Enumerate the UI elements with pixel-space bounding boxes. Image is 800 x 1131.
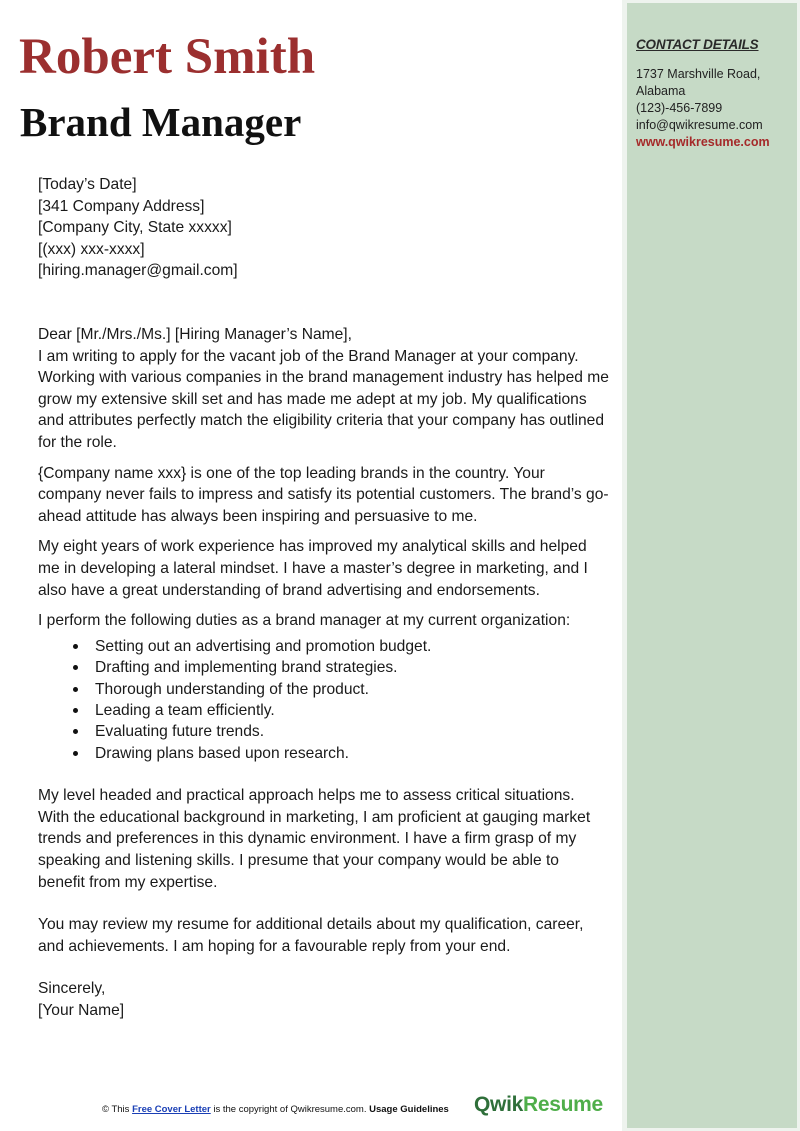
job-title: Brand Manager	[20, 99, 302, 145]
duty-item: Evaluating future trends.	[95, 721, 610, 742]
duty-item: Leading a team efficiently.	[95, 700, 610, 721]
contact-website[interactable]: www.qwikresume.com	[636, 135, 770, 149]
contact-address-line1: 1737 Marshville Road,	[636, 67, 761, 81]
free-cover-letter-link[interactable]: Free Cover Letter	[132, 1104, 211, 1115]
paragraph: My level headed and practical approach helps me to assess critical situations. With the educational background in marketing, I am proficient at gauging market trends and preferences in this dynamic environment. I have a firm grasp of my speaking and listening skills. I presume that your company would be able to benefit from my expertise.	[38, 787, 591, 891]
usage-guidelines-link[interactable]: Usage Guidelines	[369, 1104, 449, 1115]
logo-part-qwik: Qwik	[474, 1093, 523, 1116]
recipient-phone: [(xxx) xxx-xxxx]	[38, 240, 145, 258]
contact-phone: (123)-456-7899	[636, 101, 723, 115]
qwikresume-logo	[474, 1093, 603, 1117]
paragraph: My eight years of work experience has improved my analytical skills and helped me in developing a lateral mindset. I have a master’s degree in marketing, and I also have a great understanding of brand advertising and endorsements.	[38, 538, 588, 599]
duty-item: Setting out an advertising and promotion budget.	[95, 636, 610, 657]
letter-body	[38, 174, 610, 1021]
recipient-block	[38, 196, 610, 282]
contact-sidebar	[627, 3, 797, 1128]
contact-address-line2: Alabama	[636, 84, 686, 98]
recipient-email: [hiring.manager@gmail.com]	[38, 262, 238, 280]
contact-details	[636, 66, 770, 151]
footer-text-middle: is the copyright of Qwikresume.com.	[213, 1104, 367, 1115]
duties-list	[38, 636, 610, 764]
contact-heading: CONTACT DETAILS	[636, 37, 759, 52]
paragraph: I am writing to apply for the vacant job of the Brand Manager at your company. Working with various companies in the brand management industry has helped me grow my extensive skill set and has made me adept at my job. My qualifications and attributes perfectly match the eligibility criteria that your company has outlined for the role.	[38, 347, 609, 451]
closing: Sincerely,	[38, 980, 106, 998]
copyright-icon: ©	[102, 1104, 109, 1115]
recipient-city: [Company City, State xxxxx]	[38, 219, 232, 237]
duty-item: Thorough understanding of the product.	[95, 679, 610, 700]
logo-part-resume: Resume	[522, 1093, 603, 1116]
recipient-address: [341 Company Address]	[38, 197, 205, 215]
contact-email[interactable]: info@qwikresume.com	[636, 118, 763, 132]
applicant-name: Robert Smith	[19, 29, 316, 85]
copyright-footer	[102, 1104, 449, 1115]
footer-text-before: This	[111, 1104, 130, 1115]
paragraph: You may review my resume for additional details about my qualification, career, and achievements. I am hoping for a favourable reply from your end.	[38, 916, 584, 955]
duties-intro: I perform the following duties as a brand manager at my current organization:	[38, 612, 571, 630]
duty-item: Drawing plans based upon research.	[95, 743, 610, 764]
duty-item: Drafting and implementing brand strategies.	[95, 657, 610, 678]
paragraph: {Company name xxx} is one of the top leading brands in the country. Your company never fails to impress and satisfy its potential customers. The brand’s go-ahead attitude has always been inspiring and persuasive to me.	[38, 464, 609, 525]
letter-date: [Today’s Date]	[38, 176, 137, 193]
signature: [Your Name]	[38, 1001, 125, 1019]
salutation: Dear [Mr./Mrs./Ms.] [Hiring Manager’s Name],	[38, 325, 352, 343]
